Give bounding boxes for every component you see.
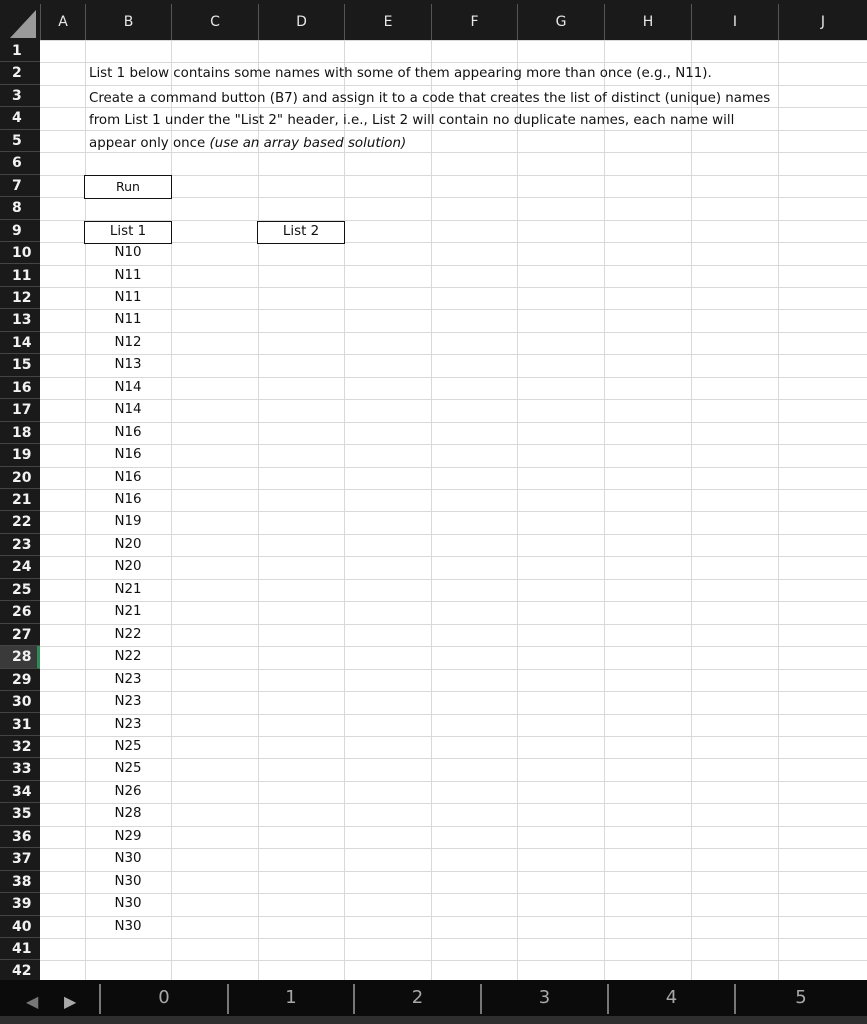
row-header-35[interactable]: 35: [0, 803, 40, 825]
row-header-19[interactable]: 19: [0, 444, 40, 466]
list1-item[interactable]: N30: [114, 896, 142, 912]
list1-item[interactable]: N30: [114, 873, 142, 889]
sheet-tab-1[interactable]: 1: [285, 987, 297, 1008]
list1-item[interactable]: N16: [114, 424, 142, 440]
list1-item[interactable]: N16: [114, 469, 142, 485]
list1-item[interactable]: N14: [114, 379, 142, 395]
row-header-10[interactable]: 10: [0, 242, 40, 264]
list1-item[interactable]: N23: [114, 716, 142, 732]
row-header-33[interactable]: 33: [0, 758, 40, 780]
row-header-34[interactable]: 34: [0, 781, 40, 803]
row-header-27[interactable]: 27: [0, 624, 40, 646]
list1-item[interactable]: N22: [114, 649, 142, 665]
row-header-15[interactable]: 15: [0, 354, 40, 376]
row-header-17[interactable]: 17: [0, 399, 40, 421]
list1-item[interactable]: N16: [114, 447, 142, 463]
column-header-h[interactable]: H: [604, 4, 691, 40]
list1-item[interactable]: N20: [114, 536, 142, 552]
sheet-tab-separator: [734, 984, 736, 1014]
row-header-3[interactable]: 3: [0, 85, 40, 107]
sheet-tab-2[interactable]: 2: [411, 987, 424, 1008]
column-header-a[interactable]: A: [40, 4, 85, 40]
list1-item[interactable]: N21: [114, 604, 142, 620]
column-header-e[interactable]: E: [344, 4, 431, 40]
run-button[interactable]: Run: [84, 175, 172, 199]
list1-item[interactable]: N25: [114, 738, 142, 754]
row-header-11[interactable]: 11: [0, 265, 40, 287]
sheet-tab-separator: [99, 984, 101, 1014]
row-header-22[interactable]: 22: [0, 511, 40, 533]
row-header-16[interactable]: 16: [0, 377, 40, 399]
row-header-24[interactable]: 24: [0, 556, 40, 578]
instruction-line-4: from List 1 under the "List 2" header, i.e., List 2 will contain no duplicate names, each name will: [89, 113, 735, 128]
column-header-g[interactable]: G: [517, 4, 604, 40]
instruction-line-2: List 1 below contains some names with some of them appearing more than once (e.g., N11).: [89, 66, 712, 81]
list1-item[interactable]: N28: [114, 806, 142, 822]
row-header-6[interactable]: 6: [0, 152, 40, 174]
row-header-26[interactable]: 26: [0, 601, 40, 623]
row-header-20[interactable]: 20: [0, 467, 40, 489]
scroll-left-icon[interactable]: ◀: [26, 992, 39, 1011]
row-header-5[interactable]: 5: [0, 130, 40, 152]
row-header-9[interactable]: 9: [0, 220, 40, 242]
sheet-tab-5[interactable]: 5: [795, 987, 807, 1008]
row-header-36[interactable]: 36: [0, 826, 40, 848]
list1-item[interactable]: N11: [114, 267, 142, 283]
row-header-14[interactable]: 14: [0, 332, 40, 354]
column-header-i[interactable]: I: [691, 4, 778, 40]
list1-header: List 1: [84, 221, 172, 244]
list1-item[interactable]: N23: [114, 694, 142, 710]
select-all-corner[interactable]: [0, 4, 40, 40]
list1-item[interactable]: N11: [114, 312, 142, 328]
select-all-icon: [10, 10, 36, 38]
list1-item[interactable]: N20: [114, 559, 142, 575]
list1-item[interactable]: N30: [114, 851, 142, 867]
row-header-32[interactable]: 32: [0, 736, 40, 758]
row-header-28[interactable]: 28: [0, 646, 40, 668]
sheet-tab-3[interactable]: 3: [538, 987, 551, 1008]
bottom-strip: [0, 1016, 867, 1024]
row-header-38[interactable]: 38: [0, 871, 40, 893]
list1-item[interactable]: N26: [114, 783, 142, 799]
column-header-j[interactable]: J: [778, 4, 867, 40]
row-header-12[interactable]: 12: [0, 287, 40, 309]
list1-item[interactable]: N16: [114, 492, 142, 507]
sheet-tab-4[interactable]: 4: [665, 987, 678, 1008]
row-header-42[interactable]: 42: [0, 960, 40, 980]
row-header-41[interactable]: 41: [0, 938, 40, 960]
sheet-tab-separator: [227, 984, 229, 1014]
list1-item[interactable]: N22: [114, 626, 142, 642]
row-header-2[interactable]: 2: [0, 62, 40, 84]
column-header-b[interactable]: B: [85, 4, 171, 40]
row-header-8[interactable]: 8: [0, 197, 40, 219]
list1-item[interactable]: N10: [114, 245, 142, 261]
list1-item[interactable]: N19: [114, 514, 142, 530]
instruction-line-3: Create a command button (B7) and assign it to a code that creates the list of distinct (unique) names: [89, 91, 771, 106]
scroll-right-icon[interactable]: ▶: [64, 992, 77, 1011]
list1-item[interactable]: N21: [114, 581, 142, 597]
column-header-c[interactable]: C: [171, 4, 258, 40]
row-header-37[interactable]: 37: [0, 848, 40, 870]
row-header-29[interactable]: 29: [0, 669, 40, 691]
list1-item[interactable]: N23: [114, 671, 142, 687]
list1-item[interactable]: N14: [114, 402, 142, 418]
list2-header: List 2: [257, 221, 345, 244]
list1-item[interactable]: N12: [114, 334, 142, 350]
row-header-30[interactable]: 30: [0, 691, 40, 713]
sheet-tab-separator: [353, 984, 355, 1014]
sheet-tab-separator: [480, 984, 482, 1014]
row-header-40[interactable]: 40: [0, 916, 40, 938]
column-header-f[interactable]: F: [431, 4, 517, 40]
sheet-tab-separator: [607, 984, 609, 1014]
list1-item[interactable]: N11: [114, 289, 142, 305]
row-header-1[interactable]: 1: [0, 40, 40, 62]
row-header-31[interactable]: 31: [0, 714, 40, 736]
row-header-21[interactable]: 21: [0, 489, 40, 511]
row-header-7[interactable]: 7: [0, 175, 40, 197]
list1-item[interactable]: N30: [114, 918, 142, 934]
row-header-18[interactable]: 18: [0, 422, 40, 444]
instruction-line-5-plain: appear only once: [89, 136, 210, 151]
instruction-line-5: [89, 133, 406, 155]
list1-item[interactable]: N29: [114, 828, 142, 844]
sheet-tab-0[interactable]: 0: [158, 987, 170, 1008]
row-header-39[interactable]: 39: [0, 893, 40, 915]
row-header-25[interactable]: 25: [0, 579, 40, 601]
instruction-line-5-italic: (use an array based solution): [209, 136, 407, 151]
row-header-4[interactable]: 4: [0, 107, 40, 129]
list1-item[interactable]: N13: [114, 357, 142, 373]
row-header-13[interactable]: 13: [0, 309, 40, 331]
row-header-23[interactable]: 23: [0, 534, 40, 556]
column-header-d[interactable]: D: [258, 4, 344, 40]
list1-item[interactable]: N25: [114, 761, 142, 777]
